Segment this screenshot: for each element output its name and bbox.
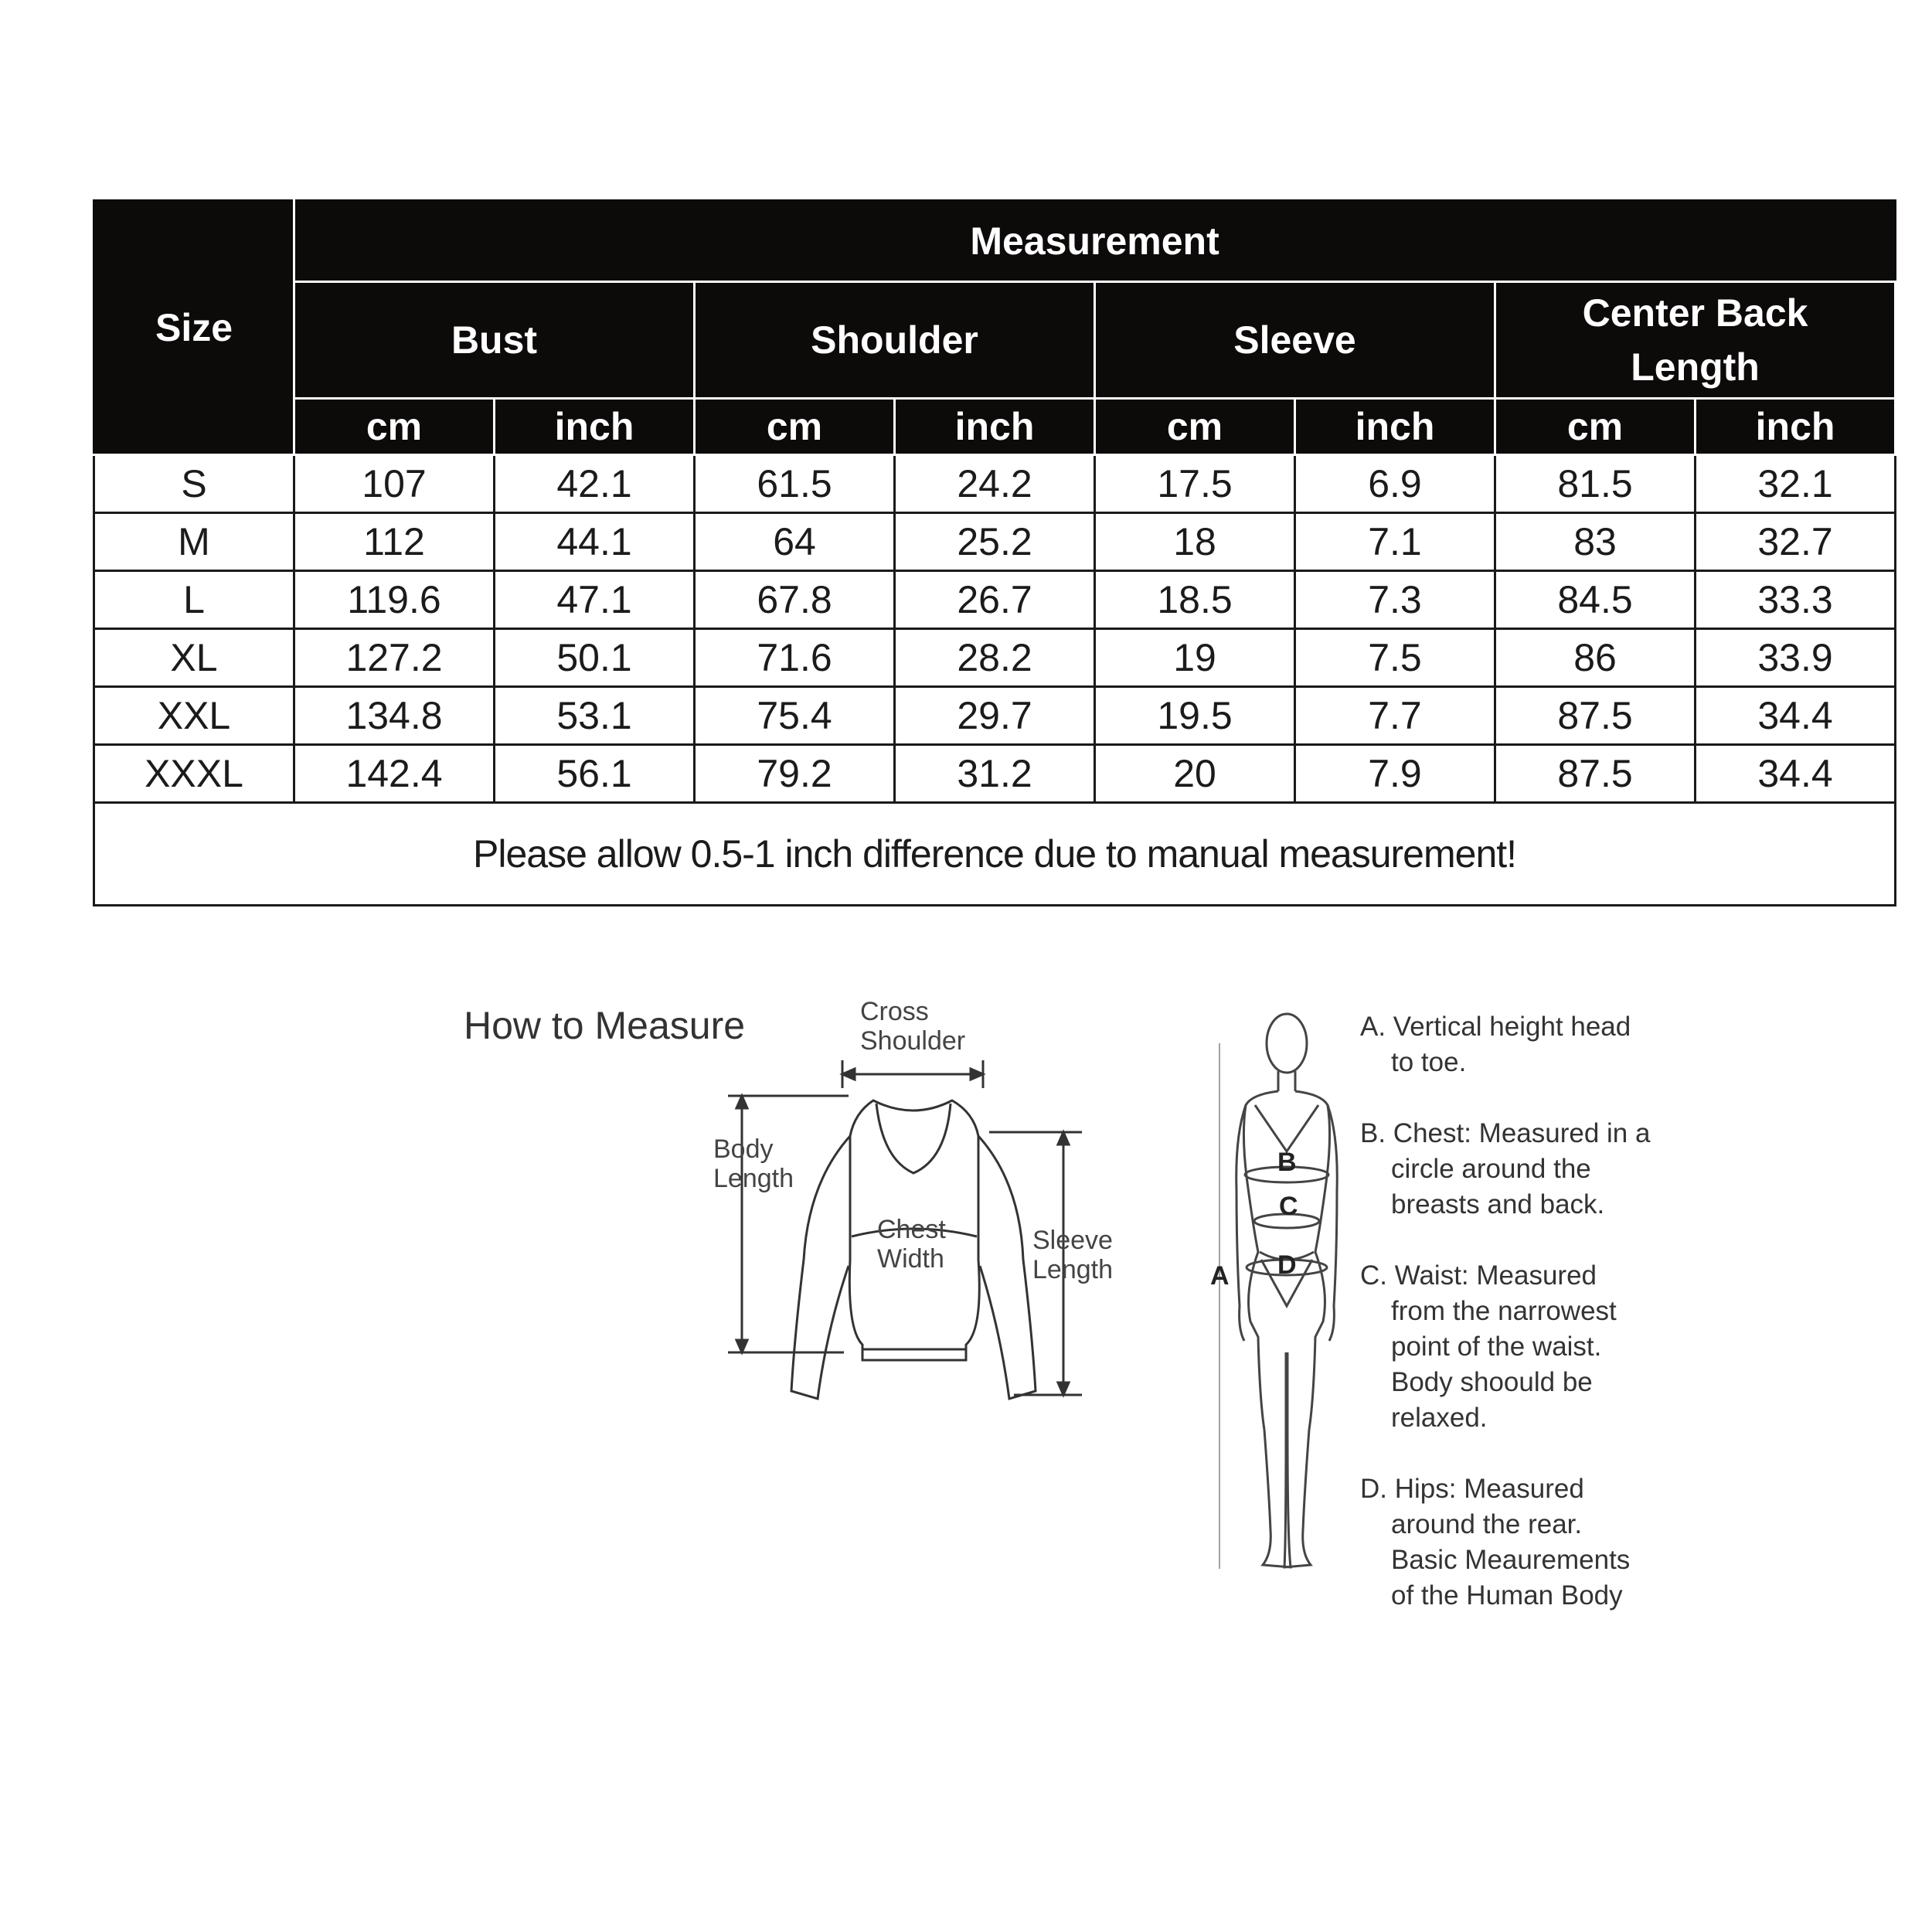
note-line: to toe. [1391,1047,1467,1077]
sleeve-length-line1: Sleeve [1032,1226,1113,1255]
value-cell: 17.5 [1095,455,1295,513]
note-line: circle around the [1391,1154,1591,1184]
table-row [94,571,1896,629]
measurement-note-item [1360,1258,1685,1436]
unit-header: cm [1495,399,1696,455]
body-length-line2: Length [713,1164,794,1193]
center-back-length-line1: Center Back [1582,291,1808,335]
note-line: Basic Meaurements [1391,1545,1631,1575]
note-line: B. Chest: Measured in a [1360,1118,1651,1148]
center-back-length-line2: Length [1631,345,1760,389]
cross-shoulder-line1: Cross [860,997,929,1026]
value-cell: 28.2 [895,629,1095,687]
note-line: point of the waist. [1391,1332,1602,1362]
size-cell: XXL [94,687,294,745]
chest-width-line1: Chest [877,1215,946,1244]
value-cell: 64 [695,513,895,571]
value-cell: 7.3 [1295,571,1495,629]
value-cell: 83 [1495,513,1696,571]
note-line: around the rear. [1391,1509,1583,1539]
sleeve-length-label [1032,1226,1113,1284]
value-cell: 119.6 [294,571,495,629]
value-cell: 31.2 [895,745,1095,803]
cross-shoulder-line2: Shoulder [860,1026,966,1056]
size-cell: L [94,571,294,629]
size-chart-table [93,199,1896,906]
value-cell: 29.7 [895,687,1095,745]
body-figure-diagram [1213,997,1368,1600]
sleeve-header: Sleeve [1095,282,1495,399]
value-cell: 44.1 [495,513,695,571]
sleeve-length-line2: Length [1032,1255,1113,1284]
value-cell: 53.1 [495,687,695,745]
shoulder-header: Shoulder [695,282,1095,399]
table-row [94,687,1896,745]
value-cell: 24.2 [895,455,1095,513]
note-line: from the narrowest [1391,1296,1617,1326]
size-header: Size [94,201,294,455]
table-row [94,745,1896,803]
value-cell: 33.3 [1696,571,1896,629]
note-line: of the Human Body [1391,1580,1623,1611]
unit-header: cm [294,399,495,455]
bust-header: Bust [294,282,695,399]
unit-header: inch [895,399,1095,455]
size-cell: S [94,455,294,513]
value-cell: 7.1 [1295,513,1495,571]
body-letter-d: D [1277,1250,1297,1280]
center-back-length-header [1495,282,1896,399]
body-length-line1: Body [713,1134,774,1164]
unit-header: inch [495,399,695,455]
value-cell: 134.8 [294,687,495,745]
value-cell: 7.7 [1295,687,1495,745]
value-cell: 142.4 [294,745,495,803]
value-cell: 6.9 [1295,455,1495,513]
table-row [94,455,1896,513]
measurement-notes [1360,1009,1685,1649]
body-letter-a: A [1210,1261,1230,1291]
value-cell: 7.5 [1295,629,1495,687]
note-line: D. Hips: Measured [1360,1474,1584,1504]
table-row [94,629,1896,687]
value-cell: 18.5 [1095,571,1295,629]
chest-width-line2: Width [877,1244,944,1274]
value-cell: 84.5 [1495,571,1696,629]
value-cell: 19 [1095,629,1295,687]
measurement-note-item [1360,1471,1685,1614]
value-cell: 20 [1095,745,1295,803]
note-line: relaxed. [1391,1403,1488,1433]
measurement-note-item [1360,1116,1685,1223]
body-letter-c: C [1279,1192,1298,1221]
size-cell: XXXL [94,745,294,803]
value-cell: 26.7 [895,571,1095,629]
note-line: C. Waist: Measured [1360,1260,1597,1291]
measurement-note-item [1360,1009,1685,1080]
value-cell: 127.2 [294,629,495,687]
value-cell: 67.8 [695,571,895,629]
note-line: breasts and back. [1391,1189,1605,1219]
value-cell: 18 [1095,513,1295,571]
value-cell: 50.1 [495,629,695,687]
value-cell: 47.1 [495,571,695,629]
cross-shoulder-label [860,997,965,1056]
table-row [94,513,1896,571]
how-to-measure-title: How to Measure [464,1004,746,1047]
size-cell: M [94,513,294,571]
garment-diagram [711,1005,1144,1406]
value-cell: 86 [1495,629,1696,687]
value-cell: 7.9 [1295,745,1495,803]
value-cell: 61.5 [695,455,895,513]
value-cell: 25.2 [895,513,1095,571]
measurement-header: Measurement [294,201,1896,282]
measurement-note: Please allow 0.5-1 inch difference due to manual measurement! [94,803,1896,906]
size-cell: XL [94,629,294,687]
value-cell: 34.4 [1696,687,1896,745]
note-line: Body shoould be [1391,1367,1593,1397]
value-cell: 32.1 [1696,455,1896,513]
unit-header: inch [1295,399,1495,455]
value-cell: 75.4 [695,687,895,745]
value-cell: 19.5 [1095,687,1295,745]
chest-width-label [877,1215,946,1274]
value-cell: 34.4 [1696,745,1896,803]
note-line: A. Vertical height head [1360,1012,1631,1042]
value-cell: 107 [294,455,495,513]
value-cell: 79.2 [695,745,895,803]
value-cell: 56.1 [495,745,695,803]
value-cell: 87.5 [1495,745,1696,803]
value-cell: 112 [294,513,495,571]
unit-header: cm [1095,399,1295,455]
value-cell: 87.5 [1495,687,1696,745]
value-cell: 81.5 [1495,455,1696,513]
body-letter-b: B [1277,1148,1297,1177]
value-cell: 71.6 [695,629,895,687]
unit-header: cm [695,399,895,455]
value-cell: 42.1 [495,455,695,513]
unit-header: inch [1696,399,1896,455]
body-length-label [713,1134,794,1193]
value-cell: 33.9 [1696,629,1896,687]
value-cell: 32.7 [1696,513,1896,571]
